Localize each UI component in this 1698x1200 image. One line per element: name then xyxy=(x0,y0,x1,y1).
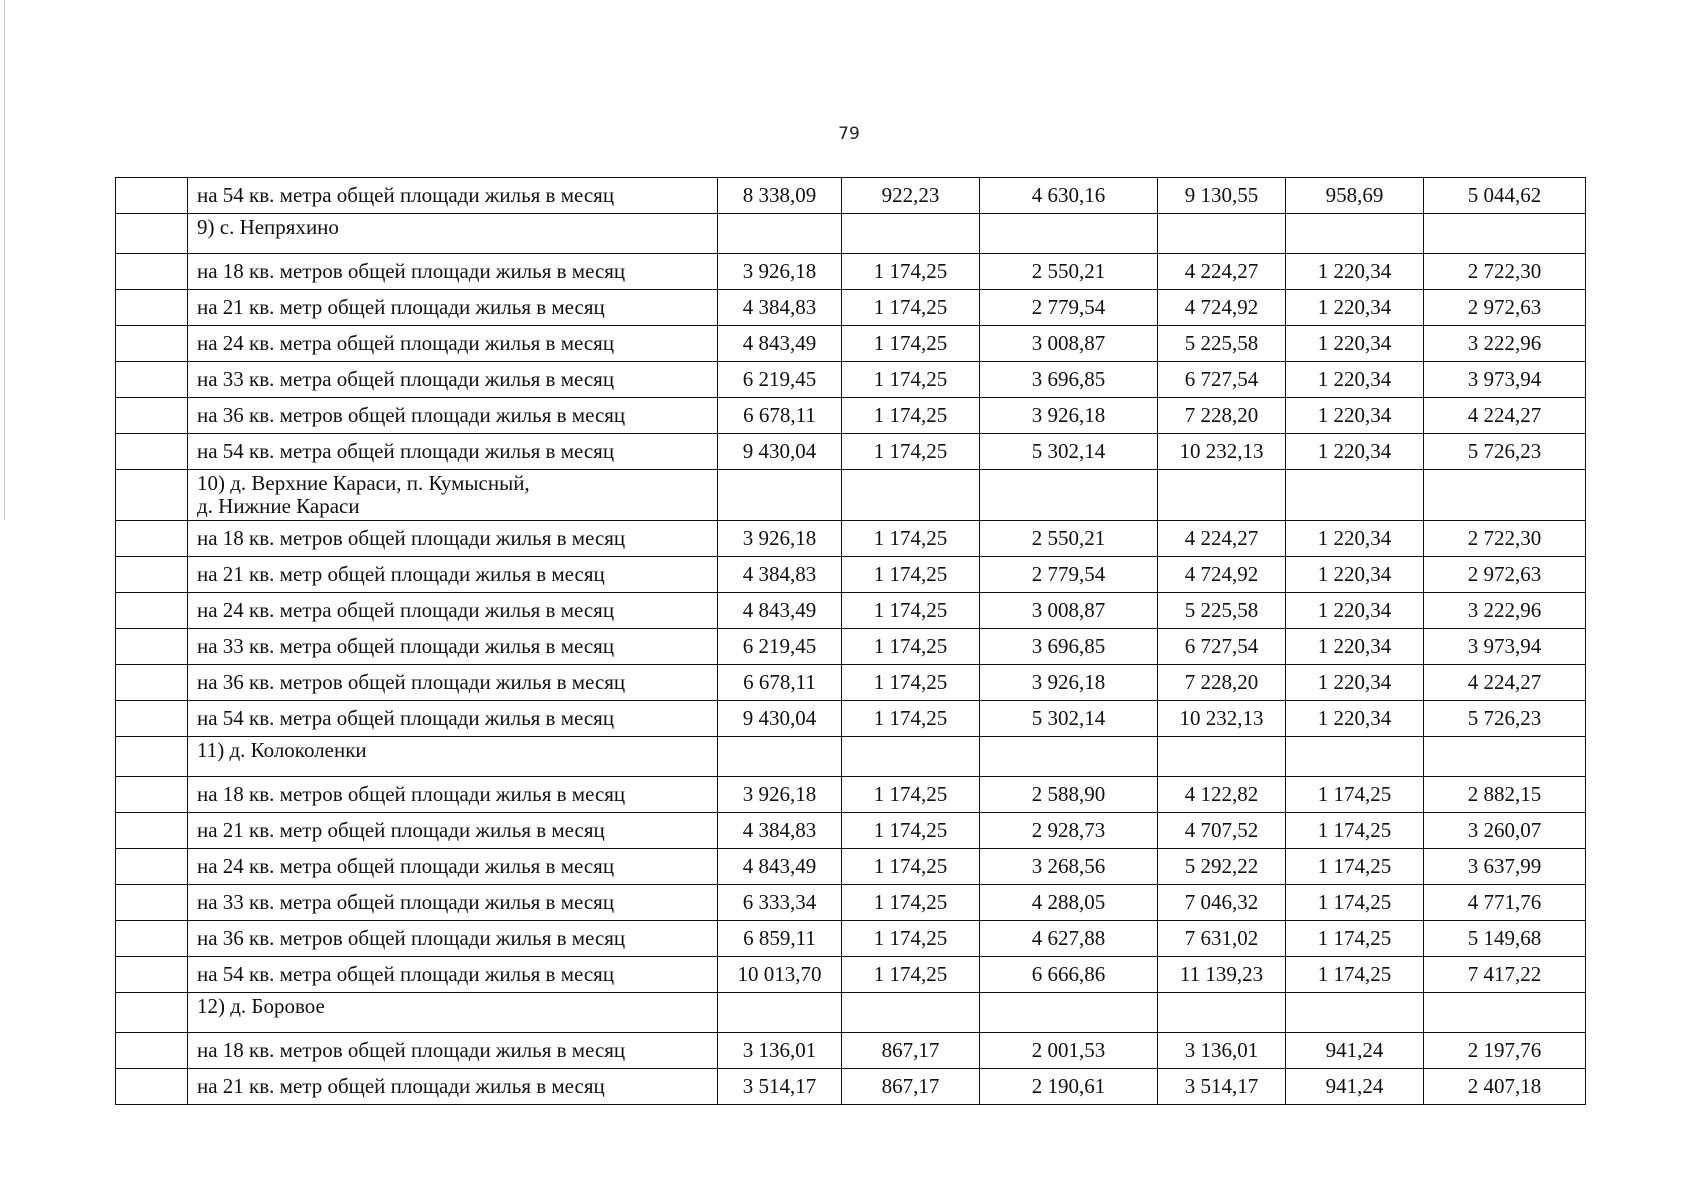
area-description: на 33 кв. метра общей площади жилья в месяц xyxy=(188,885,718,921)
row-number-cell xyxy=(116,521,188,557)
value-cell: 6 219,45 xyxy=(718,362,842,398)
value-cell: 2 588,90 xyxy=(980,777,1158,813)
empty-value-cell xyxy=(980,737,1158,777)
area-description: на 21 кв. метр общей площади жилья в месяц xyxy=(188,557,718,593)
row-number-cell xyxy=(116,214,188,254)
value-cell: 1 174,25 xyxy=(842,885,980,921)
value-cell: 3 136,01 xyxy=(1158,1033,1286,1069)
table-row xyxy=(116,957,1586,993)
value-cell: 1 174,25 xyxy=(1286,849,1424,885)
value-cell: 2 882,15 xyxy=(1424,777,1586,813)
row-number-cell xyxy=(116,665,188,701)
value-cell: 3 222,96 xyxy=(1424,326,1586,362)
area-description: на 36 кв. метров общей площади жилья в месяц xyxy=(188,398,718,434)
value-cell: 1 220,34 xyxy=(1286,593,1424,629)
value-cell: 3 136,01 xyxy=(718,1033,842,1069)
value-cell: 958,69 xyxy=(1286,178,1424,214)
row-number-cell xyxy=(116,290,188,326)
value-cell: 1 174,25 xyxy=(1286,921,1424,957)
empty-value-cell xyxy=(1424,214,1586,254)
empty-value-cell xyxy=(1286,993,1424,1033)
value-cell: 941,24 xyxy=(1286,1033,1424,1069)
value-cell: 2 972,63 xyxy=(1424,557,1586,593)
value-cell: 922,23 xyxy=(842,178,980,214)
value-cell: 3 926,18 xyxy=(980,665,1158,701)
value-cell: 1 174,25 xyxy=(842,813,980,849)
value-cell: 4 630,16 xyxy=(980,178,1158,214)
value-cell: 7 228,20 xyxy=(1158,398,1286,434)
value-cell: 2 197,76 xyxy=(1424,1033,1586,1069)
row-number-cell xyxy=(116,1033,188,1069)
value-cell: 1 174,25 xyxy=(1286,813,1424,849)
value-cell: 3 008,87 xyxy=(980,326,1158,362)
row-number-cell xyxy=(116,885,188,921)
value-cell: 1 174,25 xyxy=(842,921,980,957)
value-cell: 6 678,11 xyxy=(718,665,842,701)
area-description: на 21 кв. метр общей площади жилья в месяц xyxy=(188,813,718,849)
value-cell: 6 219,45 xyxy=(718,629,842,665)
value-cell: 5 726,23 xyxy=(1424,701,1586,737)
table-row xyxy=(116,434,1586,470)
row-number-cell xyxy=(116,557,188,593)
empty-value-cell xyxy=(1158,214,1286,254)
value-cell: 867,17 xyxy=(842,1069,980,1105)
row-number-cell xyxy=(116,993,188,1033)
value-cell: 4 724,92 xyxy=(1158,557,1286,593)
value-cell: 7 417,22 xyxy=(1424,957,1586,993)
area-description: на 24 кв. метра общей площади жилья в месяц xyxy=(188,326,718,362)
empty-value-cell xyxy=(980,214,1158,254)
value-cell: 1 220,34 xyxy=(1286,254,1424,290)
page-number: 79 xyxy=(838,124,860,144)
value-cell: 1 174,25 xyxy=(842,362,980,398)
row-number-cell xyxy=(116,921,188,957)
empty-value-cell xyxy=(980,993,1158,1033)
value-cell: 1 174,25 xyxy=(842,557,980,593)
row-number-cell xyxy=(116,629,188,665)
value-cell: 3 926,18 xyxy=(980,398,1158,434)
empty-value-cell xyxy=(1158,737,1286,777)
area-description: на 36 кв. метров общей площади жилья в месяц xyxy=(188,921,718,957)
value-cell: 4 843,49 xyxy=(718,326,842,362)
value-cell: 4 384,83 xyxy=(718,557,842,593)
section-title-line: 9) с. Непряхино xyxy=(197,215,339,239)
value-cell: 2 972,63 xyxy=(1424,290,1586,326)
value-cell: 2 190,61 xyxy=(980,1069,1158,1105)
table-row xyxy=(116,665,1586,701)
table-row xyxy=(116,813,1586,849)
row-number-cell xyxy=(116,434,188,470)
value-cell: 1 220,34 xyxy=(1286,398,1424,434)
empty-value-cell xyxy=(1424,993,1586,1033)
table-row xyxy=(116,290,1586,326)
empty-value-cell xyxy=(980,470,1158,521)
row-number-cell xyxy=(116,813,188,849)
table-row xyxy=(116,557,1586,593)
area-description: на 18 кв. метров общей площади жилья в месяц xyxy=(188,254,718,290)
value-cell: 11 139,23 xyxy=(1158,957,1286,993)
value-cell: 3 973,94 xyxy=(1424,629,1586,665)
empty-value-cell xyxy=(1286,214,1424,254)
table-row xyxy=(116,362,1586,398)
value-cell: 4 724,92 xyxy=(1158,290,1286,326)
value-cell: 1 174,25 xyxy=(842,777,980,813)
table-row xyxy=(116,521,1586,557)
table-row xyxy=(116,593,1586,629)
row-number-cell xyxy=(116,593,188,629)
area-description: на 18 кв. метров общей площади жилья в месяц xyxy=(188,1033,718,1069)
area-description: на 18 кв. метров общей площади жилья в месяц xyxy=(188,777,718,813)
value-cell: 5 292,22 xyxy=(1158,849,1286,885)
value-cell: 4 771,76 xyxy=(1424,885,1586,921)
value-cell: 4 843,49 xyxy=(718,593,842,629)
value-cell: 2 722,30 xyxy=(1424,254,1586,290)
value-cell: 2 550,21 xyxy=(980,254,1158,290)
empty-value-cell xyxy=(842,993,980,1033)
empty-value-cell xyxy=(718,214,842,254)
value-cell: 1 174,25 xyxy=(842,521,980,557)
value-cell: 6 859,11 xyxy=(718,921,842,957)
area-description: на 33 кв. метра общей площади жилья в месяц xyxy=(188,629,718,665)
value-cell: 4 707,52 xyxy=(1158,813,1286,849)
value-cell: 4 384,83 xyxy=(718,813,842,849)
section-title xyxy=(188,993,718,1033)
area-description: на 54 кв. метра общей площади жилья в месяц xyxy=(188,701,718,737)
value-cell: 1 220,34 xyxy=(1286,701,1424,737)
row-number-cell xyxy=(116,178,188,214)
table-row xyxy=(116,629,1586,665)
value-cell: 4 627,88 xyxy=(980,921,1158,957)
area-description: на 24 кв. метра общей площади жилья в месяц xyxy=(188,593,718,629)
empty-value-cell xyxy=(1158,993,1286,1033)
value-cell: 1 220,34 xyxy=(1286,521,1424,557)
table-row xyxy=(116,777,1586,813)
area-description: на 36 кв. метров общей площади жилья в месяц xyxy=(188,665,718,701)
row-number-cell xyxy=(116,777,188,813)
tariff-table-body xyxy=(116,178,1586,1105)
section-title-line: 10) д. Верхние Караси, п. Кумысный, xyxy=(197,471,530,495)
value-cell: 5 149,68 xyxy=(1424,921,1586,957)
empty-value-cell xyxy=(842,470,980,521)
value-cell: 2 928,73 xyxy=(980,813,1158,849)
area-description: на 21 кв. метр общей площади жилья в месяц xyxy=(188,290,718,326)
value-cell: 7 046,32 xyxy=(1158,885,1286,921)
empty-value-cell xyxy=(1286,470,1424,521)
value-cell: 4 288,05 xyxy=(980,885,1158,921)
empty-value-cell xyxy=(1424,470,1586,521)
value-cell: 4 843,49 xyxy=(718,849,842,885)
section-row xyxy=(116,214,1586,254)
value-cell: 1 174,25 xyxy=(842,701,980,737)
value-cell: 5 302,14 xyxy=(980,434,1158,470)
value-cell: 1 174,25 xyxy=(842,326,980,362)
area-description: на 54 кв. метра общей площади жилья в месяц xyxy=(188,178,718,214)
value-cell: 4 224,27 xyxy=(1424,398,1586,434)
value-cell: 1 174,25 xyxy=(842,665,980,701)
value-cell: 3 260,07 xyxy=(1424,813,1586,849)
row-number-cell xyxy=(116,701,188,737)
value-cell: 2 779,54 xyxy=(980,557,1158,593)
value-cell: 941,24 xyxy=(1286,1069,1424,1105)
value-cell: 2 722,30 xyxy=(1424,521,1586,557)
value-cell: 4 224,27 xyxy=(1158,254,1286,290)
tariff-table xyxy=(115,177,1586,1105)
value-cell: 1 174,25 xyxy=(842,398,980,434)
value-cell: 2 550,21 xyxy=(980,521,1158,557)
section-title xyxy=(188,470,718,521)
value-cell: 867,17 xyxy=(842,1033,980,1069)
table-row xyxy=(116,1069,1586,1105)
value-cell: 1 174,25 xyxy=(842,593,980,629)
value-cell: 1 220,34 xyxy=(1286,326,1424,362)
value-cell: 8 338,09 xyxy=(718,178,842,214)
value-cell: 1 220,34 xyxy=(1286,557,1424,593)
value-cell: 2 001,53 xyxy=(980,1033,1158,1069)
row-number-cell xyxy=(116,737,188,777)
value-cell: 4 224,27 xyxy=(1158,521,1286,557)
value-cell: 1 174,25 xyxy=(1286,957,1424,993)
value-cell: 6 727,54 xyxy=(1158,362,1286,398)
section-title-line: д. Нижние Караси xyxy=(197,494,360,519)
value-cell: 5 726,23 xyxy=(1424,434,1586,470)
value-cell: 5 302,14 xyxy=(980,701,1158,737)
value-cell: 3 926,18 xyxy=(718,254,842,290)
section-title xyxy=(188,214,718,254)
row-number-cell xyxy=(116,326,188,362)
value-cell: 3 514,17 xyxy=(718,1069,842,1105)
value-cell: 1 220,34 xyxy=(1286,665,1424,701)
value-cell: 1 220,34 xyxy=(1286,434,1424,470)
value-cell: 1 220,34 xyxy=(1286,362,1424,398)
value-cell: 6 727,54 xyxy=(1158,629,1286,665)
empty-value-cell xyxy=(1424,737,1586,777)
table-row xyxy=(116,178,1586,214)
value-cell: 1 220,34 xyxy=(1286,629,1424,665)
section-title xyxy=(188,737,718,777)
value-cell: 5 225,58 xyxy=(1158,326,1286,362)
section-row xyxy=(116,737,1586,777)
empty-value-cell xyxy=(718,737,842,777)
table-row xyxy=(116,921,1586,957)
table-row xyxy=(116,885,1586,921)
value-cell: 3 696,85 xyxy=(980,629,1158,665)
value-cell: 4 122,82 xyxy=(1158,777,1286,813)
value-cell: 4 224,27 xyxy=(1424,665,1586,701)
value-cell: 3 926,18 xyxy=(718,521,842,557)
section-title-line: 11) д. Колоколенки xyxy=(197,738,367,763)
row-number-cell xyxy=(116,254,188,290)
value-cell: 1 174,25 xyxy=(1286,777,1424,813)
value-cell: 3 514,17 xyxy=(1158,1069,1286,1105)
empty-value-cell xyxy=(718,993,842,1033)
row-number-cell xyxy=(116,1069,188,1105)
table-row xyxy=(116,1033,1586,1069)
value-cell: 3 637,99 xyxy=(1424,849,1586,885)
value-cell: 1 220,34 xyxy=(1286,290,1424,326)
table-row xyxy=(116,701,1586,737)
empty-value-cell xyxy=(1286,737,1424,777)
value-cell: 6 666,86 xyxy=(980,957,1158,993)
value-cell: 6 333,34 xyxy=(718,885,842,921)
empty-value-cell xyxy=(718,470,842,521)
row-number-cell xyxy=(116,398,188,434)
value-cell: 9 130,55 xyxy=(1158,178,1286,214)
area-description: на 33 кв. метра общей площади жилья в месяц xyxy=(188,362,718,398)
table-row xyxy=(116,398,1586,434)
value-cell: 7 631,02 xyxy=(1158,921,1286,957)
area-description: на 18 кв. метров общей площади жилья в месяц xyxy=(188,521,718,557)
value-cell: 3 926,18 xyxy=(718,777,842,813)
value-cell: 6 678,11 xyxy=(718,398,842,434)
value-cell: 5 225,58 xyxy=(1158,593,1286,629)
value-cell: 1 174,25 xyxy=(842,629,980,665)
empty-value-cell xyxy=(1158,470,1286,521)
table-row xyxy=(116,326,1586,362)
empty-value-cell xyxy=(842,737,980,777)
table-row xyxy=(116,849,1586,885)
value-cell: 3 222,96 xyxy=(1424,593,1586,629)
value-cell: 3 696,85 xyxy=(980,362,1158,398)
section-title-line: 12) д. Боровое xyxy=(197,994,325,1019)
value-cell: 1 174,25 xyxy=(842,434,980,470)
value-cell: 2 779,54 xyxy=(980,290,1158,326)
value-cell: 9 430,04 xyxy=(718,434,842,470)
value-cell: 2 407,18 xyxy=(1424,1069,1586,1105)
value-cell: 10 232,13 xyxy=(1158,434,1286,470)
value-cell: 10 013,70 xyxy=(718,957,842,993)
row-number-cell xyxy=(116,470,188,521)
value-cell: 9 430,04 xyxy=(718,701,842,737)
row-number-cell xyxy=(116,849,188,885)
value-cell: 3 268,56 xyxy=(980,849,1158,885)
row-number-cell xyxy=(116,362,188,398)
section-row xyxy=(116,993,1586,1033)
area-description: на 54 кв. метра общей площади жилья в месяц xyxy=(188,434,718,470)
area-description: на 24 кв. метра общей площади жилья в месяц xyxy=(188,849,718,885)
empty-value-cell xyxy=(842,214,980,254)
area-description: на 21 кв. метр общей площади жилья в месяц xyxy=(188,1069,718,1105)
value-cell: 1 174,25 xyxy=(842,849,980,885)
value-cell: 1 174,25 xyxy=(1286,885,1424,921)
value-cell: 1 174,25 xyxy=(842,957,980,993)
row-number-cell xyxy=(116,957,188,993)
value-cell: 1 174,25 xyxy=(842,254,980,290)
value-cell: 4 384,83 xyxy=(718,290,842,326)
area-description: на 54 кв. метра общей площади жилья в месяц xyxy=(188,957,718,993)
section-row xyxy=(116,470,1586,521)
value-cell: 1 174,25 xyxy=(842,290,980,326)
table-row xyxy=(116,254,1586,290)
value-cell: 7 228,20 xyxy=(1158,665,1286,701)
scan-edge-line xyxy=(4,0,5,520)
value-cell: 3 973,94 xyxy=(1424,362,1586,398)
value-cell: 3 008,87 xyxy=(980,593,1158,629)
value-cell: 10 232,13 xyxy=(1158,701,1286,737)
value-cell: 5 044,62 xyxy=(1424,178,1586,214)
